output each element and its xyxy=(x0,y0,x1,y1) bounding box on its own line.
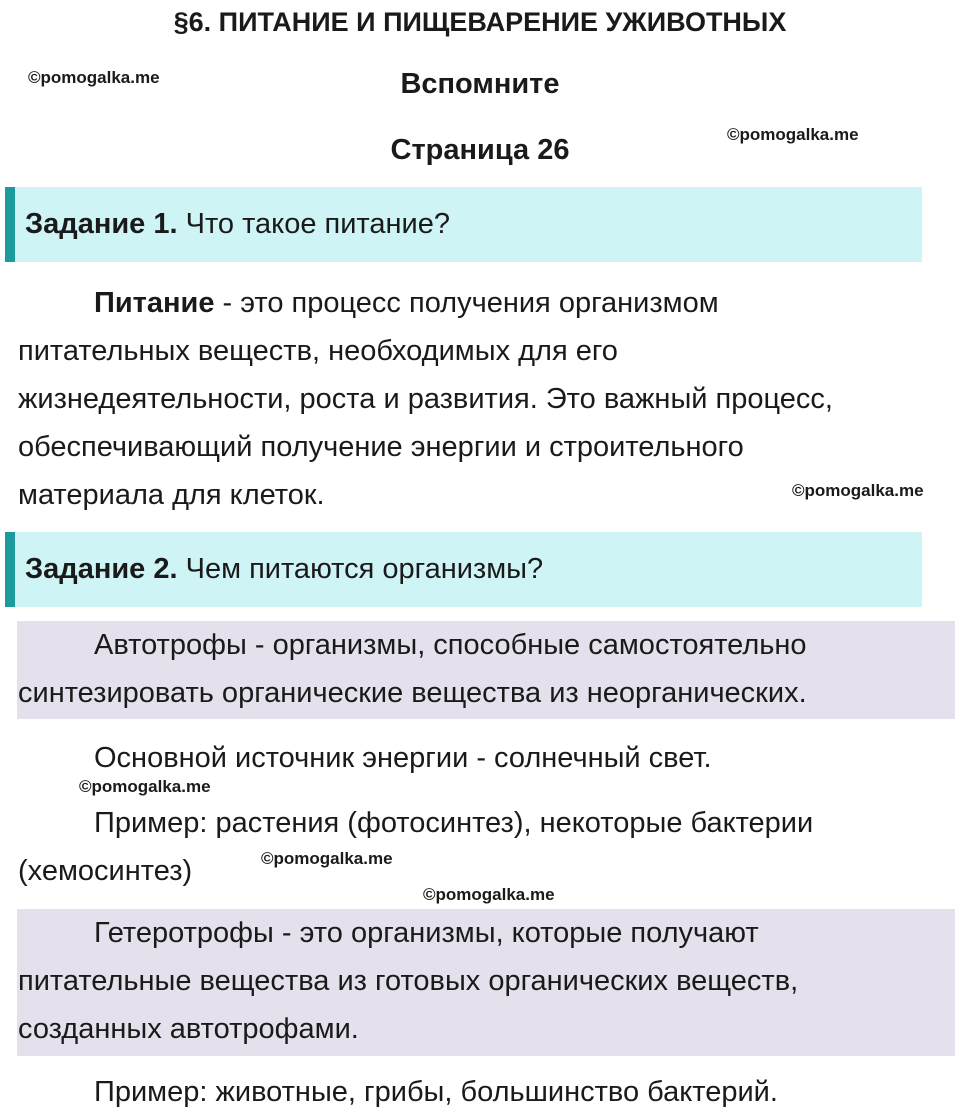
answer-line: материала для клеток. xyxy=(18,479,325,511)
heterotrophs-text xyxy=(18,909,948,1053)
text-line: питательные вещества из готовых органических веществ, xyxy=(18,965,799,997)
answer-term: Питание xyxy=(94,287,215,319)
autotrophs-block xyxy=(17,621,955,719)
task-1-heading xyxy=(5,187,922,262)
answer-line: жизнедеятельности, роста и развития. Это важный процесс, xyxy=(18,383,833,415)
section-subtitle: Вспомните xyxy=(400,68,560,100)
task-1-question: Что такое питание? xyxy=(185,208,450,240)
watermark: ©pomogalka.me xyxy=(79,777,211,796)
text-line: Пример: растения (фотосинтез), некоторые бактерии xyxy=(94,807,814,839)
watermark: ©pomogalka.me xyxy=(28,68,160,87)
answer-text: - это процесс получения организмом xyxy=(214,287,719,319)
text-line: Автотрофы - организмы, способные самостоятельно xyxy=(94,629,807,661)
task-1-label: Задание 1. xyxy=(25,208,178,240)
text-line: созданных автотрофами. xyxy=(18,1013,359,1045)
task-2-question: Чем питаются организмы? xyxy=(185,553,544,585)
autotrophs-text xyxy=(18,621,948,717)
answer-line: питательных веществ, необходимых для его xyxy=(18,335,618,367)
answer-line: обеспечивающий получение энергии и строительного xyxy=(18,431,744,463)
text-line: (хемосинтез) xyxy=(18,855,193,887)
task-2-heading xyxy=(5,532,922,607)
heterotrophs-block xyxy=(17,909,955,1056)
watermark: ©pomogalka.me xyxy=(727,125,859,144)
energy-source-text xyxy=(18,734,948,782)
text-line: синтезировать органические вещества из неорганических. xyxy=(18,677,807,709)
watermark: ©pomogalka.me xyxy=(792,481,924,500)
watermark: ©pomogalka.me xyxy=(261,849,393,868)
text-line: Пример: животные, грибы, большинство бактерий. xyxy=(94,1076,778,1108)
page-number-heading: Страница 26 xyxy=(390,134,570,166)
text-line: Основной источник энергии - солнечный свет. xyxy=(94,742,712,774)
task-2-label: Задание 2. xyxy=(25,553,178,585)
example-2-text xyxy=(18,1068,948,1116)
answer-line xyxy=(18,279,948,327)
text-line: Гетеротрофы - это организмы, которые получают xyxy=(94,917,759,949)
example-1-text xyxy=(18,799,948,895)
page-title: §6. ПИТАНИЕ И ПИЩЕВАРЕНИЕ УЖИВОТНЫХ xyxy=(173,7,787,37)
watermark: ©pomogalka.me xyxy=(423,885,555,904)
